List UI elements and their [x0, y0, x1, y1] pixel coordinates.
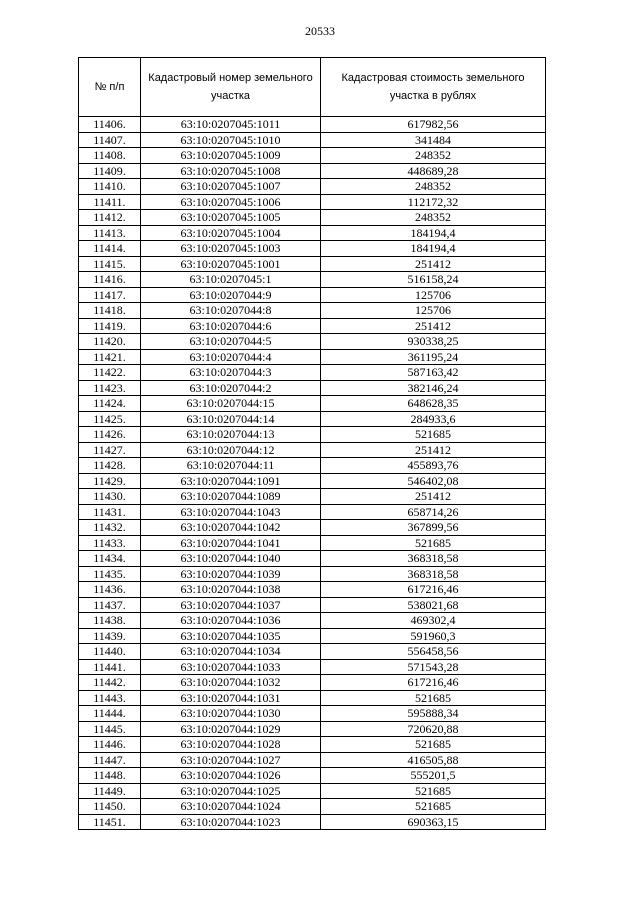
cadastral-value-cell: 367899,56 — [321, 520, 546, 536]
cadastral-value-cell: 448689,28 — [321, 163, 546, 179]
row-number-cell: 11411. — [79, 194, 141, 210]
cadastral-number-cell: 63:10:0207044:11 — [141, 458, 321, 474]
cadastral-value-cell: 595888,34 — [321, 706, 546, 722]
cadastral-number-cell: 63:10:0207044:6 — [141, 318, 321, 334]
cadastral-value-cell: 455893,76 — [321, 458, 546, 474]
cadastral-number-cell: 63:10:0207044:5 — [141, 334, 321, 350]
cadastral-number-cell: 63:10:0207044:1038 — [141, 582, 321, 598]
cadastral-number-cell: 63:10:0207044:2 — [141, 380, 321, 396]
table-body — [79, 117, 546, 830]
row-number-cell: 11437. — [79, 597, 141, 613]
table-row — [79, 566, 546, 582]
cadastral-number-cell: 63:10:0207044:1024 — [141, 799, 321, 815]
cadastral-number-cell: 63:10:0207045:1007 — [141, 179, 321, 195]
table-row — [79, 225, 546, 241]
cadastral-number-cell: 63:10:0207044:1027 — [141, 752, 321, 768]
cadastral-number-cell: 63:10:0207045:1006 — [141, 194, 321, 210]
row-number-cell: 11439. — [79, 628, 141, 644]
row-number-cell: 11421. — [79, 349, 141, 365]
cadastral-value-cell: 617982,56 — [321, 117, 546, 133]
table-row — [79, 814, 546, 830]
table-row — [79, 396, 546, 412]
row-number-cell: 11416. — [79, 272, 141, 288]
cadastral-number-cell: 63:10:0207044:1035 — [141, 628, 321, 644]
cadastral-number-cell: 63:10:0207044:1032 — [141, 675, 321, 691]
table-row — [79, 721, 546, 737]
cadastral-table — [78, 57, 546, 830]
cadastral-value-cell: 251412 — [321, 256, 546, 272]
cadastral-value-cell: 382146,24 — [321, 380, 546, 396]
row-number-cell: 11427. — [79, 442, 141, 458]
row-number-cell: 11417. — [79, 287, 141, 303]
cadastral-number-cell: 63:10:0207044:1031 — [141, 690, 321, 706]
cadastral-number-cell: 63:10:0207044:1041 — [141, 535, 321, 551]
cadastral-value-cell: 341484 — [321, 132, 546, 148]
row-number-cell: 11443. — [79, 690, 141, 706]
cadastral-number-cell: 63:10:0207044:1089 — [141, 489, 321, 505]
table-row — [79, 334, 546, 350]
cadastral-number-cell: 63:10:0207045:1009 — [141, 148, 321, 164]
cadastral-value-cell: 112172,32 — [321, 194, 546, 210]
row-number-cell: 11448. — [79, 768, 141, 784]
cadastral-value-cell: 690363,15 — [321, 814, 546, 830]
cadastral-value-cell: 251412 — [321, 489, 546, 505]
table-row — [79, 551, 546, 567]
table-row — [79, 659, 546, 675]
row-number-cell: 11435. — [79, 566, 141, 582]
header-cadastral-number: Кадастровый номер земельного участка — [141, 58, 321, 117]
table-row — [79, 194, 546, 210]
cadastral-number-cell: 63:10:0207044:1029 — [141, 721, 321, 737]
table-row — [79, 582, 546, 598]
cadastral-value-cell: 521685 — [321, 427, 546, 443]
cadastral-value-cell: 368318,58 — [321, 551, 546, 567]
table-row — [79, 783, 546, 799]
cadastral-number-cell: 63:10:0207044:1026 — [141, 768, 321, 784]
table-row — [79, 303, 546, 319]
row-number-cell: 11438. — [79, 613, 141, 629]
table-row — [79, 504, 546, 520]
cadastral-value-cell: 521685 — [321, 690, 546, 706]
table-row — [79, 380, 546, 396]
row-number-cell: 11432. — [79, 520, 141, 536]
cadastral-number-cell: 63:10:0207044:1042 — [141, 520, 321, 536]
cadastral-number-cell: 63:10:0207044:1040 — [141, 551, 321, 567]
cadastral-number-cell: 63:10:0207045:1 — [141, 272, 321, 288]
row-number-cell: 11449. — [79, 783, 141, 799]
cadastral-number-cell: 63:10:0207044:1043 — [141, 504, 321, 520]
cadastral-number-cell: 63:10:0207045:1005 — [141, 210, 321, 226]
cadastral-value-cell: 930338,25 — [321, 334, 546, 350]
row-number-cell: 11423. — [79, 380, 141, 396]
page-number: 20533 — [305, 24, 335, 38]
row-number-cell: 11418. — [79, 303, 141, 319]
cadastral-value-cell: 555201,5 — [321, 768, 546, 784]
cadastral-value-cell: 521685 — [321, 737, 546, 753]
table-row — [79, 737, 546, 753]
row-number-cell: 11451. — [79, 814, 141, 830]
table-row — [79, 117, 546, 133]
cadastral-value-cell: 648628,35 — [321, 396, 546, 412]
table-row — [79, 210, 546, 226]
row-number-cell: 11424. — [79, 396, 141, 412]
row-number-cell: 11428. — [79, 458, 141, 474]
table-row — [79, 256, 546, 272]
row-number-cell: 11447. — [79, 752, 141, 768]
cadastral-value-cell: 587163,42 — [321, 365, 546, 381]
row-number-cell: 11408. — [79, 148, 141, 164]
row-number-cell: 11446. — [79, 737, 141, 753]
cadastral-value-cell: 184194,4 — [321, 225, 546, 241]
table-row — [79, 706, 546, 722]
row-number-cell: 11441. — [79, 659, 141, 675]
row-number-cell: 11422. — [79, 365, 141, 381]
cadastral-number-cell: 63:10:0207044:4 — [141, 349, 321, 365]
table-row — [79, 473, 546, 489]
row-number-cell: 11410. — [79, 179, 141, 195]
cadastral-number-cell: 63:10:0207044:12 — [141, 442, 321, 458]
table-row — [79, 365, 546, 381]
table-row — [79, 628, 546, 644]
cadastral-number-cell: 63:10:0207044:1039 — [141, 566, 321, 582]
table-row — [79, 752, 546, 768]
table-row — [79, 799, 546, 815]
cadastral-number-cell: 63:10:0207045:1008 — [141, 163, 321, 179]
cadastral-value-cell: 538021,68 — [321, 597, 546, 613]
cadastral-value-cell: 284933,6 — [321, 411, 546, 427]
row-number-cell: 11426. — [79, 427, 141, 443]
cadastral-number-cell: 63:10:0207044:1028 — [141, 737, 321, 753]
row-number-cell: 11412. — [79, 210, 141, 226]
row-number-cell: 11436. — [79, 582, 141, 598]
cadastral-number-cell: 63:10:0207045:1011 — [141, 117, 321, 133]
table-row — [79, 644, 546, 660]
cadastral-value-cell: 521685 — [321, 535, 546, 551]
cadastral-value-cell: 251412 — [321, 318, 546, 334]
row-number-cell: 11445. — [79, 721, 141, 737]
table-row — [79, 535, 546, 551]
row-number-cell: 11440. — [79, 644, 141, 660]
row-number-cell: 11433. — [79, 535, 141, 551]
cadastral-number-cell: 63:10:0207044:1091 — [141, 473, 321, 489]
table-row — [79, 520, 546, 536]
row-number-cell: 11407. — [79, 132, 141, 148]
row-number-cell: 11429. — [79, 473, 141, 489]
table-row — [79, 179, 546, 195]
cadastral-value-cell: 658714,26 — [321, 504, 546, 520]
cadastral-value-cell: 416505,88 — [321, 752, 546, 768]
row-number-cell: 11419. — [79, 318, 141, 334]
cadastral-number-cell: 63:10:0207044:14 — [141, 411, 321, 427]
table-row — [79, 318, 546, 334]
table-row — [79, 272, 546, 288]
row-number-cell: 11425. — [79, 411, 141, 427]
cadastral-value-cell: 251412 — [321, 442, 546, 458]
row-number-cell: 11406. — [79, 117, 141, 133]
cadastral-value-cell: 248352 — [321, 148, 546, 164]
cadastral-value-cell: 546402,08 — [321, 473, 546, 489]
cadastral-number-cell: 63:10:0207044:3 — [141, 365, 321, 381]
cadastral-value-cell: 516158,24 — [321, 272, 546, 288]
cadastral-value-cell: 469302,4 — [321, 613, 546, 629]
table-row — [79, 768, 546, 784]
table-row — [79, 613, 546, 629]
cadastral-value-cell: 248352 — [321, 210, 546, 226]
cadastral-value-cell: 720620,88 — [321, 721, 546, 737]
table-row — [79, 287, 546, 303]
table-row — [79, 690, 546, 706]
table-row — [79, 241, 546, 257]
table-row — [79, 442, 546, 458]
header-cadastral-value: Кадастровая стоимость земельного участка в рублях — [321, 58, 546, 117]
cadastral-value-cell: 617216,46 — [321, 675, 546, 691]
row-number-cell: 11420. — [79, 334, 141, 350]
row-number-cell: 11442. — [79, 675, 141, 691]
row-number-cell: 11415. — [79, 256, 141, 272]
cadastral-number-cell: 63:10:0207044:1036 — [141, 613, 321, 629]
table-row — [79, 411, 546, 427]
row-number-cell: 11444. — [79, 706, 141, 722]
table-header — [79, 58, 546, 117]
table-row — [79, 675, 546, 691]
cadastral-value-cell: 556458,56 — [321, 644, 546, 660]
header-number: № п/п — [79, 58, 141, 117]
cadastral-value-cell: 248352 — [321, 179, 546, 195]
cadastral-number-cell: 63:10:0207044:1034 — [141, 644, 321, 660]
cadastral-number-cell: 63:10:0207044:1025 — [141, 783, 321, 799]
cadastral-number-cell: 63:10:0207045:1001 — [141, 256, 321, 272]
table-row — [79, 148, 546, 164]
cadastral-value-cell: 125706 — [321, 287, 546, 303]
cadastral-value-cell: 571543,28 — [321, 659, 546, 675]
cadastral-value-cell: 125706 — [321, 303, 546, 319]
table-row — [79, 458, 546, 474]
table-row — [79, 427, 546, 443]
cadastral-number-cell: 63:10:0207044:13 — [141, 427, 321, 443]
row-number-cell: 11434. — [79, 551, 141, 567]
row-number-cell: 11409. — [79, 163, 141, 179]
cadastral-value-cell: 184194,4 — [321, 241, 546, 257]
table-row — [79, 132, 546, 148]
cadastral-value-cell: 617216,46 — [321, 582, 546, 598]
cadastral-number-cell: 63:10:0207045:1003 — [141, 241, 321, 257]
cadastral-number-cell: 63:10:0207044:8 — [141, 303, 321, 319]
row-number-cell: 11413. — [79, 225, 141, 241]
cadastral-number-cell: 63:10:0207045:1010 — [141, 132, 321, 148]
cadastral-number-cell: 63:10:0207044:15 — [141, 396, 321, 412]
row-number-cell: 11414. — [79, 241, 141, 257]
cadastral-value-cell: 591960,3 — [321, 628, 546, 644]
cadastral-value-cell: 521685 — [321, 783, 546, 799]
cadastral-number-cell: 63:10:0207044:1037 — [141, 597, 321, 613]
cadastral-number-cell: 63:10:0207044:1030 — [141, 706, 321, 722]
table-row — [79, 597, 546, 613]
row-number-cell: 11430. — [79, 489, 141, 505]
cadastral-number-cell: 63:10:0207044:1033 — [141, 659, 321, 675]
table-row — [79, 349, 546, 365]
table-row — [79, 163, 546, 179]
cadastral-value-cell: 361195,24 — [321, 349, 546, 365]
row-number-cell: 11450. — [79, 799, 141, 815]
table-row — [79, 489, 546, 505]
cadastral-number-cell: 63:10:0207045:1004 — [141, 225, 321, 241]
cadastral-number-cell: 63:10:0207044:1023 — [141, 814, 321, 830]
cadastral-value-cell: 368318,58 — [321, 566, 546, 582]
row-number-cell: 11431. — [79, 504, 141, 520]
cadastral-number-cell: 63:10:0207044:9 — [141, 287, 321, 303]
cadastral-value-cell: 521685 — [321, 799, 546, 815]
